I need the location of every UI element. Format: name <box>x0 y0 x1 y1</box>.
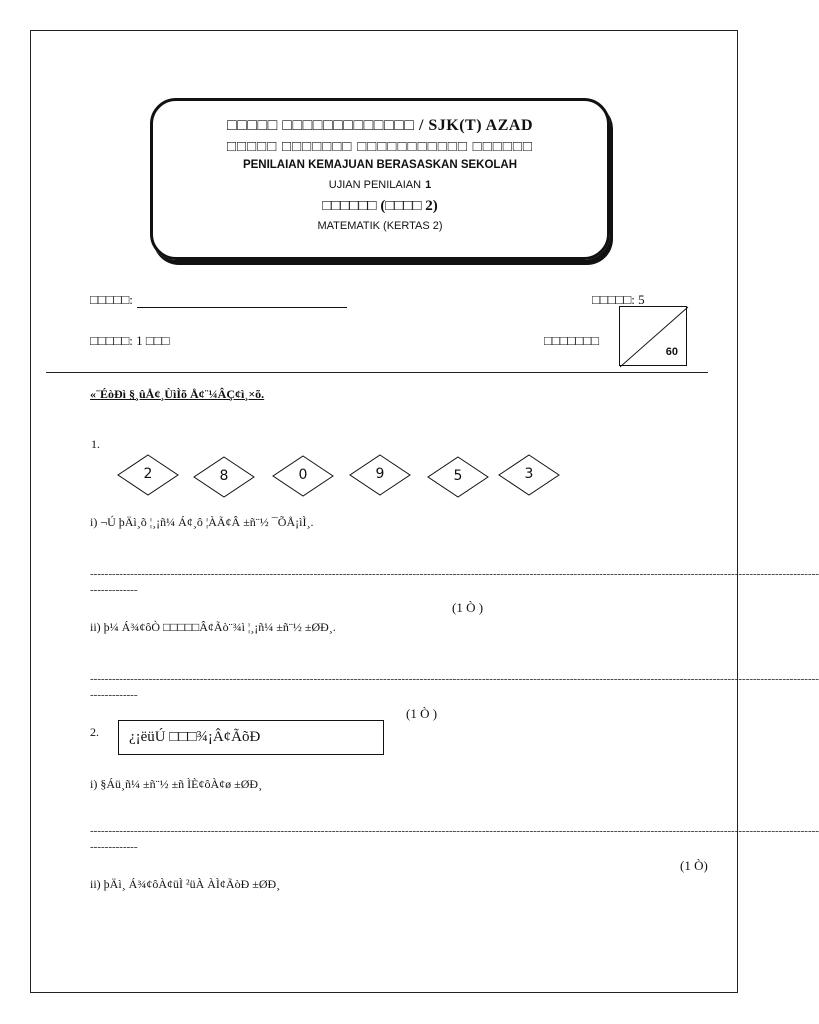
digit-card-label: 8 <box>219 468 229 484</box>
digit-card-1 <box>117 454 179 496</box>
number-word: ¿¡ëüÚ □□□¾¡Â¢ÃõÐ <box>129 729 261 745</box>
answer-line-2-tail: ------------- <box>90 689 138 701</box>
test-title-text: UJIAN PENILAIAN <box>328 179 422 191</box>
subject-tamil: □□□□□□ (□□□□ 2) <box>322 198 438 214</box>
digit-card-label: 5 <box>453 468 463 484</box>
answer-line-2[interactable]: ------------------------------------------------------------------------------------------------------------------------------------------------------------------------------------------------------- <box>90 673 819 685</box>
score-diagonal <box>620 307 688 367</box>
digit-card-label: 9 <box>375 466 385 482</box>
school-name-secondary: □□□□□ □□□□□□□ □□□□□□□□□□□ □□□□□□ <box>227 139 533 155</box>
answer-line-3[interactable]: ------------------------------------------------------------------------------------------------------------------------------------------------------------------------------------------------------- <box>90 825 819 837</box>
header-separator <box>46 372 708 373</box>
number-word-box <box>118 720 384 755</box>
q2-mark-i: (1 Ò) <box>680 858 708 873</box>
school-name: □□□□□ □□□□□□□□□□□□□ / SJK(T) AZAD <box>226 117 534 134</box>
instruction-text: «¨ÉòÐì §¸ûÅ¢¸ÙìÌõ Å¢¨¼ÂÇ¢ì¸×õ. <box>90 387 265 401</box>
answer-line-3-tail: ------------- <box>90 841 138 853</box>
name-label: □□□□□: <box>90 292 133 307</box>
marks-label: □□□□□□□ <box>544 333 599 348</box>
question-2-number: 2. <box>90 725 99 739</box>
digit-card-label: 2 <box>143 466 153 482</box>
digit-card-label: 3 <box>524 466 534 482</box>
name-field <box>90 292 347 308</box>
question-2-part-i: i) §Áü¸ñ¼ ±ñ¨½ ±ñ ÌÈ¢ôÀ¢ø ±ØÐ¸ <box>90 777 263 791</box>
question-1-part-i: i) ¬Ú þÄì¸õ ¦¸¡ñ¼ Á¢¸ô ¦ÀÃ¢Â ±ñ¨½ ¯ÕÅ¡ìÌ¸. <box>90 515 314 529</box>
question-2-part-ii: ii) þÄì¸ Á¾¢ôÀ¢üÌ ²üÀ ÀÌ¢ÃòÐ ±ØÐ¸ <box>90 877 281 891</box>
digit-card-6 <box>498 454 560 496</box>
score-box[interactable] <box>619 306 687 366</box>
digit-card-2 <box>193 456 255 498</box>
test-number: 1 <box>425 179 432 191</box>
time-label: □□□□□: 1 □□□ <box>90 333 170 348</box>
exam-header-box <box>150 98 610 260</box>
name-blank-line[interactable] <box>137 295 347 308</box>
total-marks: 60 <box>665 346 678 358</box>
subject-malay: MATEMATIK (KERTAS 2) <box>317 220 443 232</box>
q1-mark-ii: (1 Ò ) <box>406 706 438 721</box>
answer-line-1-tail: ------------- <box>90 584 138 596</box>
digit-card-3 <box>272 455 334 497</box>
digit-card-label: 0 <box>298 467 308 483</box>
question-1-part-ii: ii) þ¼ Á¾¢ôÒ □□□□□Â¢Ãò¨¾ì ¦¸¡ñ¼ ±ñ¨½ ±ØÐ¸. <box>90 620 336 634</box>
assessment-title: PENILAIAN KEMAJUAN BERASASKAN SEKOLAH <box>242 159 518 171</box>
q1-mark-i: (1 Ò ) <box>452 600 484 615</box>
class-label: □□□□□: 5 <box>592 292 645 307</box>
question-1-number: 1. <box>91 437 100 451</box>
test-title <box>153 179 607 191</box>
digit-card-4 <box>349 454 411 496</box>
answer-line-1[interactable]: ------------------------------------------------------------------------------------------------------------------------------------------------------------------------------------------------------- <box>90 568 819 580</box>
digit-card-5 <box>427 456 489 498</box>
